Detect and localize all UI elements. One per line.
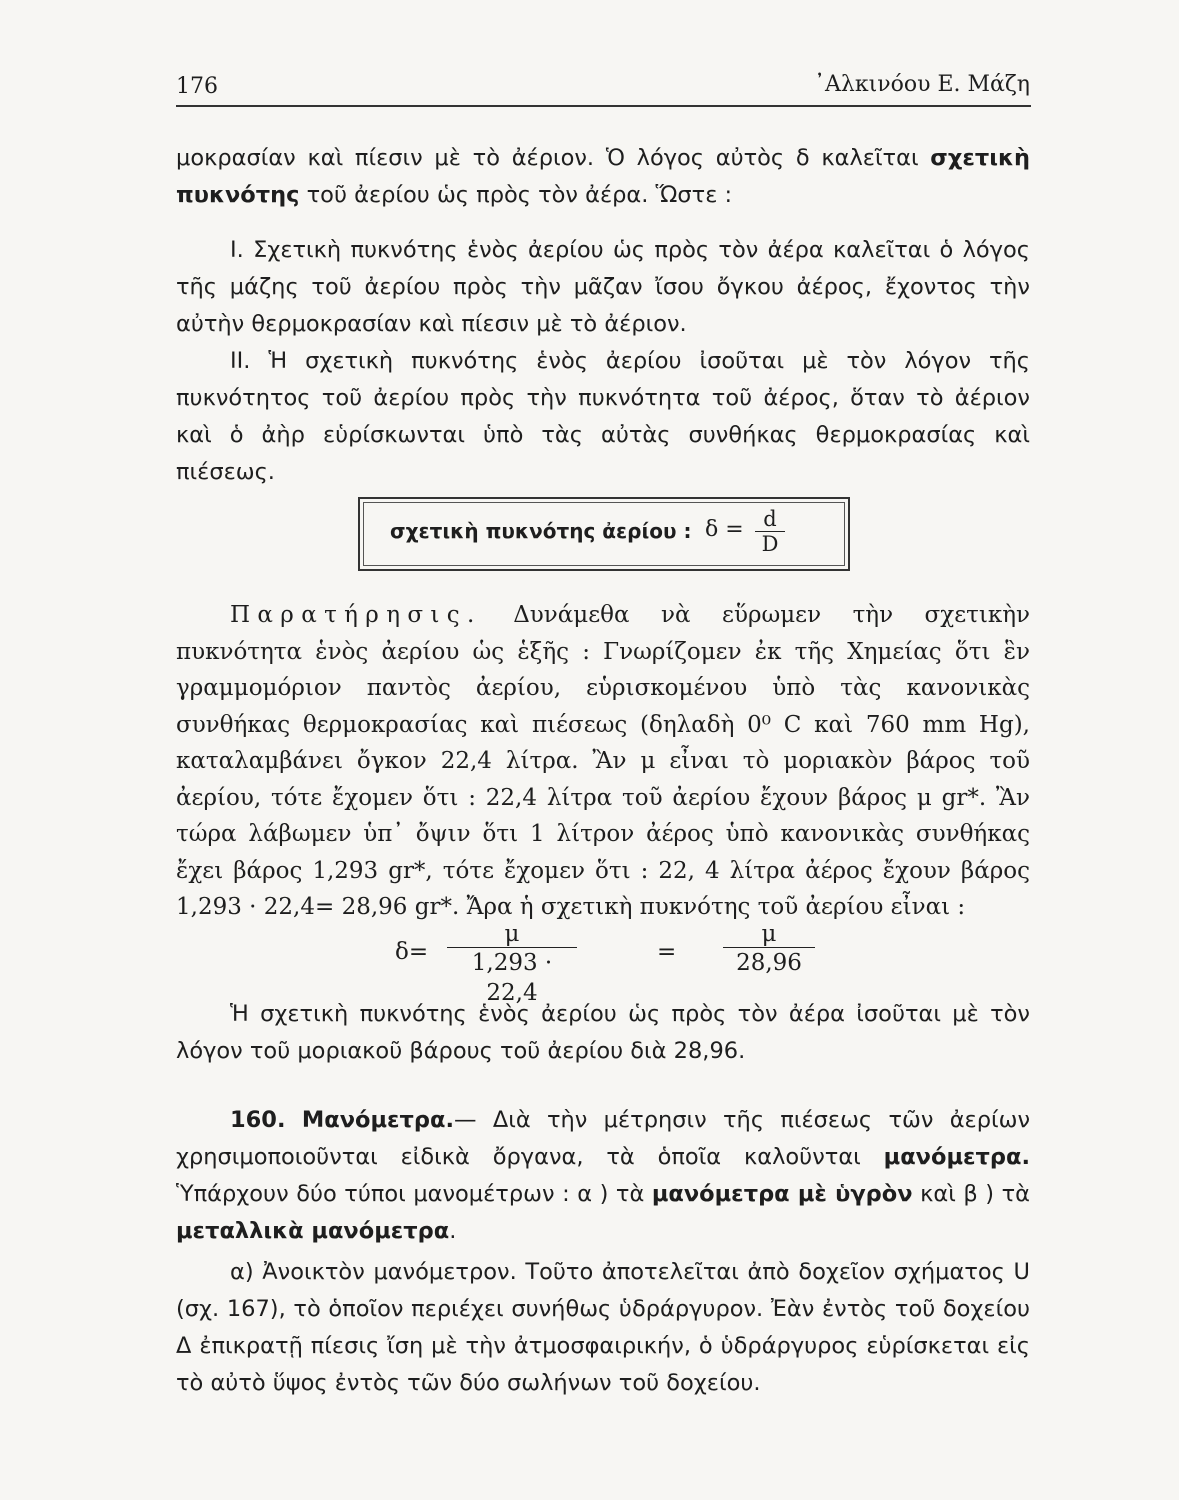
header-rule — [176, 105, 1031, 107]
fraction-1-numerator: μ — [504, 921, 520, 947]
open-manometer-paragraph: α) Ἀνοικτὸν μανόμετρον. Τοῦτο ἀποτελεῖται ἀπὸ δοχεῖον σχήματος U (σχ. 167), τὸ ὁποῖον περιέχει συνήθως ὑδράργυρον. Ἐὰν ἐντὸς τοῦ δοχείου Δ ἐπικρατῇ πίεσις ἴση μὲ τὴν ἀτμοσφαιρικήν, ὁ ὑδράργυρος εὑρίσκεται εἰς τὸ αὐτὸ ὕψος ἐντὸς τῶν δύο σωλήνων τοῦ δοχείου. — [176, 1259, 1030, 1396]
section-text-b: Ὑπάρχουν δύο τύποι μανομέτρων : α ) τὰ — [176, 1181, 652, 1207]
section-text-d: . — [449, 1218, 457, 1244]
section-text-a: — Διὰ τὴν μέτρησιν τῆς πιέσεως τῶν ἀερίων χρησιμοποιοῦνται εἰδικὰ ὄργανα, τὰ ὁποῖα καλοῦνται — [176, 1107, 1031, 1170]
display-equation — [395, 915, 815, 1006]
definition-1: Ι. Σχετικὴ πυκνότης ἑνὸς ἀερίου ὡς πρὸς τὸν ἀέρα καλεῖται ὁ λόγος τῆς μάζης τοῦ ἀερίου πρὸς τὴν μᾶζαν ἴσου ὄγκου ἀέρος, ἔχοντος τὴν αὐτὴν θερμοκρασίαν καὶ πίεσιν μὲ τὸ ἀέριον. — [176, 237, 1030, 337]
definition-2: ΙΙ. Ἡ σχετικὴ πυκνότης ἑνὸς ἀερίου ἰσοῦται μὲ τὸν λόγον τῆς πυκνότητος τοῦ ἀερίου πρὸς τὴν πυκνότητα τοῦ ἀέρος, ὅταν τὸ ἀέριον καὶ ὁ ἀὴρ εὑρίσκωνται ὑπὸ τὰς αὐτὰς συνθήκας θερμοκρασίας καὶ πιέσεως. — [176, 348, 1030, 485]
section-title: Μανόμετρα. — [301, 1107, 455, 1133]
fraction-2-denominator: 28,96 — [723, 947, 815, 978]
formula-lhs: δ = — [705, 517, 744, 542]
fraction-2-numerator: μ — [761, 921, 777, 947]
equation-lhs: δ= — [395, 939, 429, 965]
formula-fraction — [755, 507, 785, 556]
formula-label: σχετικὴ πυκνότης ἀερίου : — [390, 519, 692, 543]
intro-text-a: μοκρασίαν καὶ πίεσιν μὲ τὸ ἀέριον. Ὁ λόγος αὐτὸς δ καλεῖται — [176, 145, 931, 171]
fraction-1-denominator: 1,293 · 22,4 — [447, 947, 577, 1008]
running-head: ᾿Αλκινόου Ε. Μάζη — [814, 72, 1030, 97]
section-text-c: καὶ β ) τὰ — [912, 1181, 1030, 1207]
intro-term: σχετικὴ πυκνότης — [176, 145, 1030, 208]
section-number: 160. — [230, 1107, 286, 1133]
section-160 — [176, 1102, 1030, 1250]
formula-denominator: D — [755, 531, 785, 556]
intro-text-b: τοῦ ἀερίου ὡς πρὸς τὸν ἀέρα. Ὥστε : — [299, 182, 733, 208]
section-term-3: μεταλλικὰ μανόμετρα — [176, 1218, 450, 1244]
conclusion-paragraph: Ἡ σχετικὴ πυκνότης ἑνὸς ἀερίου ὡς πρὸς τὸν ἀέρα ἰσοῦται μὲ τὸν λόγον τοῦ μοριακοῦ βάρους τοῦ ἀερίου διὰ 28,96. — [176, 1001, 1030, 1064]
intro-paragraph — [176, 140, 1030, 214]
remark-paragraph — [176, 597, 1030, 926]
remark-heading: Παρατήρησις. — [230, 602, 482, 628]
formula-box — [358, 497, 850, 571]
section-term-1: μανόμετρα. — [883, 1144, 1030, 1170]
section-term-2: μανόμετρα μὲ ὑγρὸν — [651, 1181, 913, 1207]
remark-text: Δυνάμεθα νὰ εὕρωμεν τὴν σχετικὴν πυκνότητα ἑνὸς ἀερίου ὡς ἑξῆς : Γνωρίζομεν ἐκ τῆς Χημείας ὅτι ἓν γραμμομόριον παντὸς ἀερίου, εὑρισκομένου ὑπὸ τὰς κανονικὰς συνθήκας θερμοκρασίας καὶ πιέσεως (δηλαδὴ 0⁰ C καὶ 760 mm Hg), καταλαμβάνει ὄγκον 22,4 λίτρα. Ἂν μ εἶναι τὸ μοριακὸν βάρος τοῦ ἀερίου, τότε ἔχομεν ὅτι : 22,4 λίτρα τοῦ ἀερίου ἔχουν βάρος μ gr*. Ἂν τώρα λάβωμεν ὑπ᾿ ὄψιν ὅτι 1 λίτρον ἀέρος ὑπὸ κανονικὰς συνθήκας ἔχει βάρος 1,293 gr*, τότε ἔχομεν ὅτι : 22, 4 λίτρα ἀέρος ἔχουν βάρος 1,293 · 22,4= 28,96 gr*. Ἄρα ἡ σχετικὴ πυκνότης τοῦ ἀερίου εἶναι : — [176, 602, 1030, 920]
equation-equals: = — [657, 939, 677, 965]
page-number: 176 — [176, 74, 218, 99]
equation-fraction-1 — [447, 921, 577, 1008]
formula-numerator: d — [763, 507, 777, 531]
page-header — [176, 68, 1030, 104]
equation-fraction-2 — [723, 921, 815, 978]
